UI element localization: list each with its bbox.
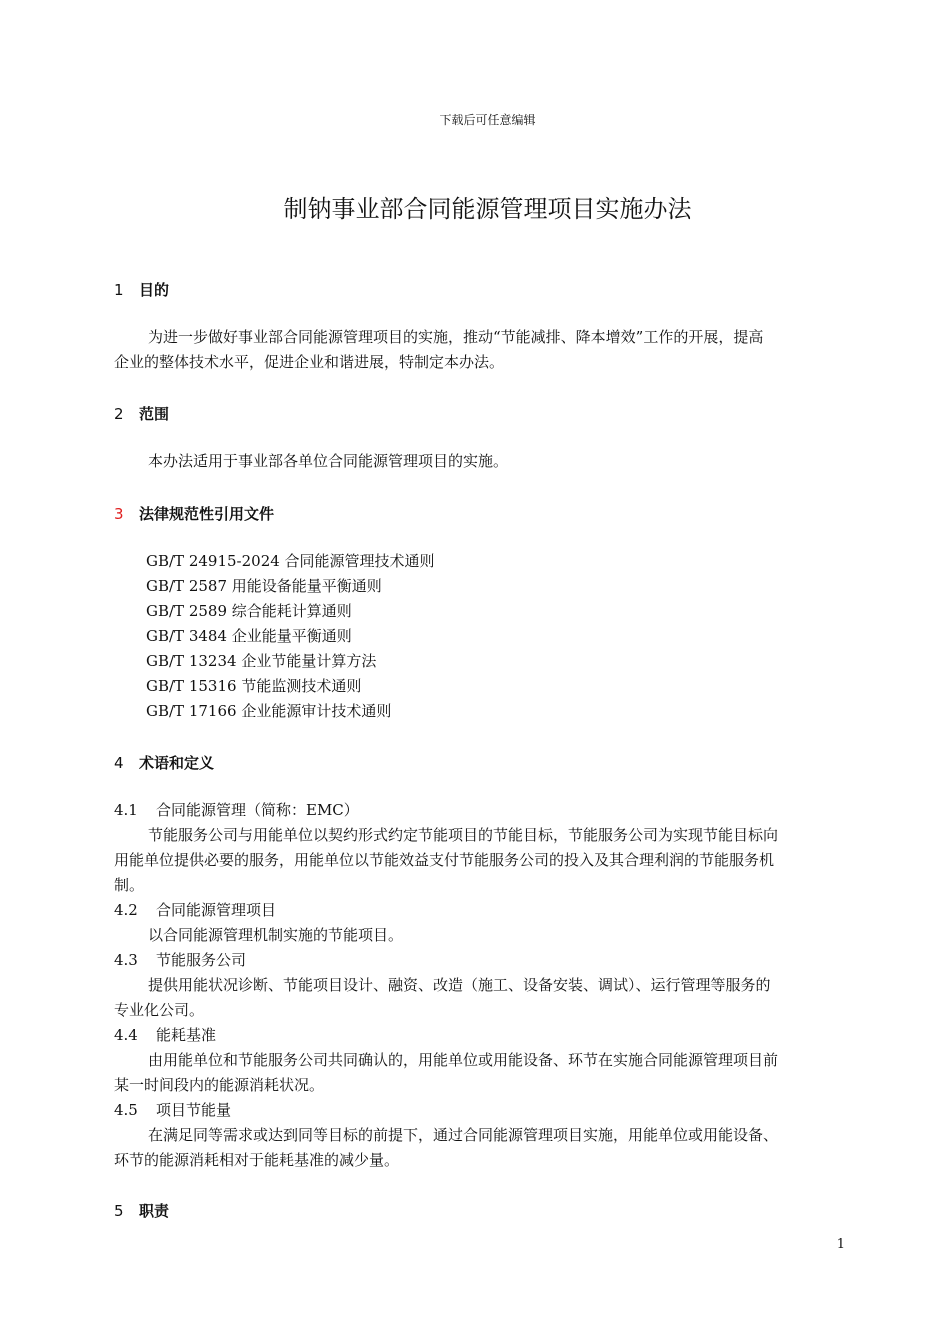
reference-item: GB/T 24915-2024 合同能源管理技术通则 [146,552,435,570]
reference-list [146,549,435,724]
section-title: 术语和定义 [139,754,215,772]
section-number: 5 [114,1202,124,1220]
section-heading-duties [114,1200,169,1221]
header-note: 下载后可任意编辑 [439,113,536,127]
term-number: 4.5 [114,1101,138,1119]
terms-block [114,798,778,1173]
page-number: 1 [836,1237,845,1252]
document-title: 制钠事业部合同能源管理项目实施办法 [283,195,692,223]
term-number: 4.1 [114,801,138,819]
section-number: 2 [114,405,124,423]
section-number: 1 [114,281,124,299]
term-label: 合同能源管理项目 [156,901,277,919]
section-heading-purpose [114,279,169,300]
term-text-line: 在满足同等需求或达到同等目标的前提下，通过合同能源管理项目实施，用能单位或用能设备、 [148,1126,779,1144]
section-heading-references [114,503,274,524]
term-label: 节能服务公司 [156,951,247,969]
term-text-line: 环节的能源消耗相对于能耗基准的减少量。 [114,1151,400,1169]
term-label: 项目节能量 [156,1101,232,1119]
text-line: 为进一步做好事业部合同能源管理项目的实施，推动“节能减排、降本增效”工作的开展，提高 [148,328,764,346]
section-title: 职责 [139,1202,170,1220]
reference-item: GB/T 13234 企业节能量计算方法 [146,652,377,670]
term-label: 合同能源管理（简称：EMC） [156,801,359,819]
section-title: 范围 [139,405,170,423]
section-title: 目的 [139,281,170,299]
term-text-line: 由用能单位和节能服务公司共同确认的，用能单位或用能设备、环节在实施合同能源管理项目前 [148,1051,779,1069]
section-number: 3 [114,505,124,523]
reference-item: GB/T 17166 企业能源审计技术通则 [146,702,392,720]
scope-paragraph: 本办法适用于事业部各单位合同能源管理项目的实施。 [148,452,509,470]
term-text-line: 某一时间段内的能源消耗状况。 [114,1076,325,1094]
section-heading-terms [114,752,214,773]
term-heading [114,1023,778,1048]
term-text-line: 用能单位提供必要的服务，用能单位以节能效益支付节能服务公司的投入及其合理利润的节能服务机 [114,851,775,869]
reference-item: GB/T 15316 节能监测技术通则 [146,677,362,695]
section-title: 法律规范性引用文件 [139,505,275,523]
reference-item: GB/T 3484 企业能量平衡通则 [146,627,352,645]
text-line: 企业的整体技术水平，促进企业和谐进展，特制定本办法。 [114,353,505,371]
term-heading [114,1098,778,1123]
reference-item: GB/T 2589 综合能耗计算通则 [146,602,352,620]
term-text-line: 以合同能源管理机制实施的节能项目。 [148,926,404,944]
purpose-paragraph [114,325,763,375]
term-heading [114,948,778,973]
term-heading [114,798,778,823]
term-text-line: 节能服务公司与用能单位以契约形式约定节能项目的节能目标，节能服务公司为实现节能目标向 [148,826,779,844]
reference-item: GB/T 2587 用能设备能量平衡通则 [146,577,382,595]
term-number: 4.3 [114,951,138,969]
section-number: 4 [114,754,124,772]
term-text-line: 专业化公司。 [114,1001,205,1019]
term-label: 能耗基准 [156,1026,217,1044]
term-number: 4.2 [114,901,138,919]
term-text-line: 制。 [114,876,145,894]
term-number: 4.4 [114,1026,138,1044]
section-heading-scope [114,403,169,424]
term-text-line: 提供用能状况诊断、节能项目设计、融资、改造（施工、设备安装、调试）、运行管理等服务的 [148,976,771,994]
term-heading [114,898,778,923]
